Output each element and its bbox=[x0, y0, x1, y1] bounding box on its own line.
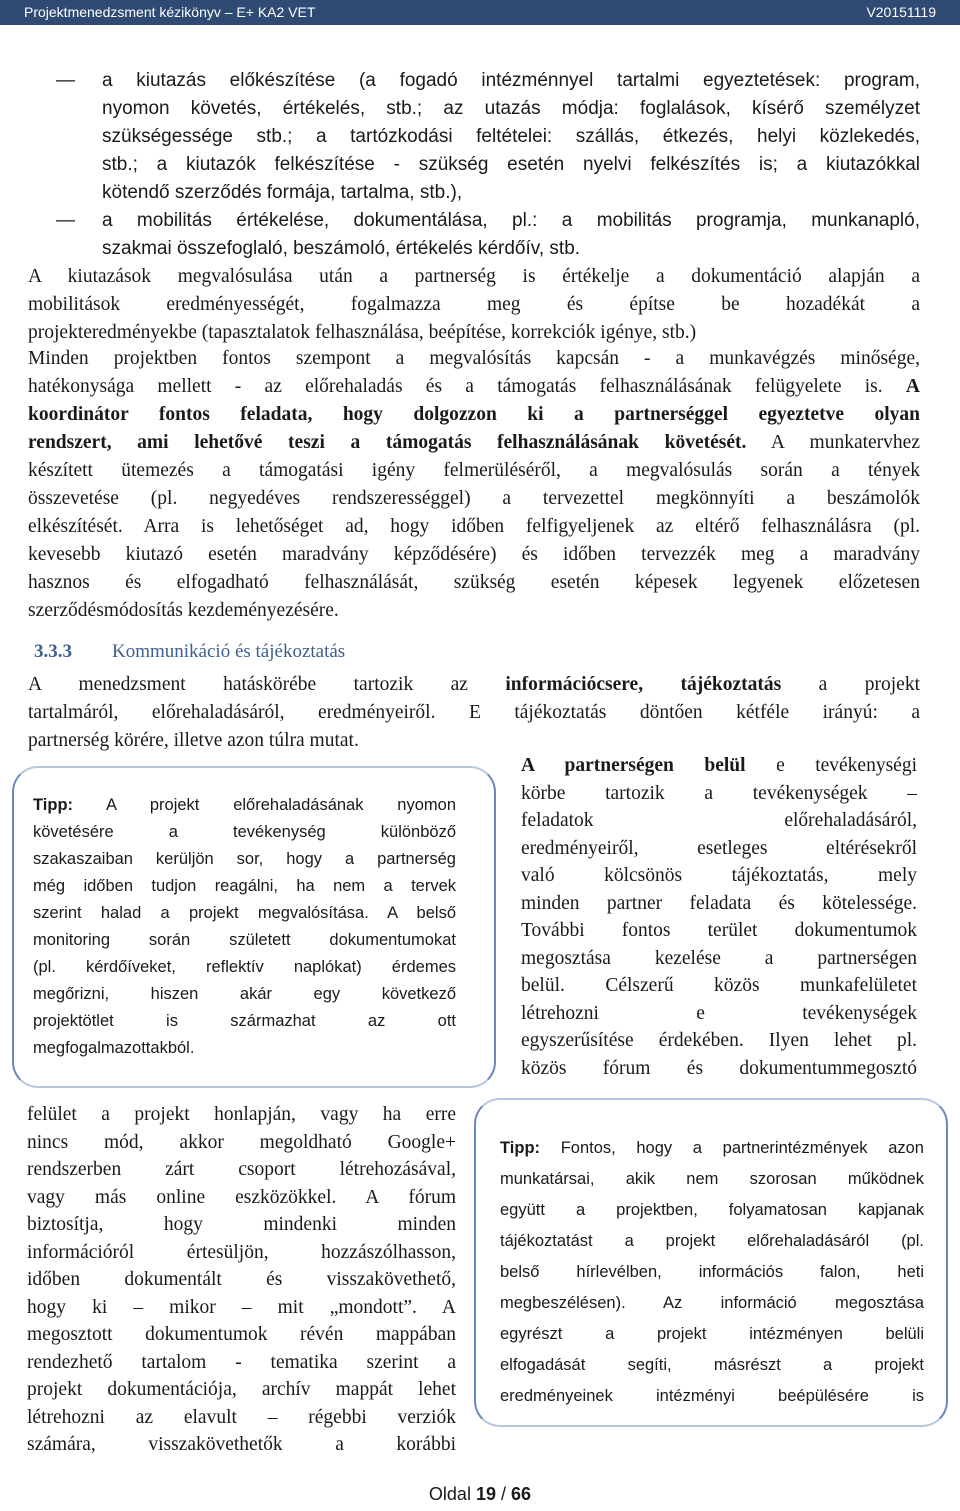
paragraph-monitoring bbox=[28, 345, 920, 625]
text-line: létrehozni az elavult – régebbi verziók bbox=[27, 1406, 456, 1428]
paragraph-evaluation bbox=[28, 263, 920, 347]
text-line: monitoring során született dokumentumokat bbox=[33, 931, 456, 949]
bold-text: rendszert, ami lehetővé teszi a támogatás felhasználásának követését. bbox=[28, 432, 747, 453]
text-line: a kiutazás előkészítése (a fogadó intézménnyel tartalmi egyeztetések: program, bbox=[102, 70, 920, 91]
text-line bbox=[521, 752, 917, 780]
text-line: felület a projekt honlapján, vagy ha erre bbox=[27, 1104, 456, 1125]
text-line: eredményeiről, esetleges eltérésekről bbox=[521, 837, 917, 859]
text-line: hasznos és elfogadható felhasználását, szükség esetén képesek legyenek előzetesen bbox=[28, 572, 920, 593]
text-span: A projekt előrehaladásának nyomon bbox=[105, 796, 456, 814]
text-line: feladatok előrehaladásáról, bbox=[521, 810, 917, 831]
paragraph-partnership bbox=[521, 752, 917, 1082]
text-span: hatékonysága mellett - az előrehaladás és a támogatás felhasználásának felügyelete is. bbox=[28, 376, 883, 397]
section-heading bbox=[34, 641, 345, 663]
dash-bullet: — bbox=[56, 210, 75, 231]
text-line bbox=[28, 671, 920, 699]
paragraph-communication bbox=[28, 671, 920, 755]
bold-text: A partnerségen belül bbox=[521, 755, 746, 776]
text-line: (pl. kérdőíveket, reflektív naplókat) érdemes bbox=[33, 958, 456, 976]
text-line: szakmai összefoglaló, beszámoló, értékelés kérdőív, stb. bbox=[102, 238, 581, 259]
text-span: A menedzsment hatáskörébe tartozik az bbox=[28, 674, 468, 695]
section-number: 3.3.3 bbox=[34, 641, 72, 662]
text-line bbox=[33, 792, 456, 819]
text-line: összevetése (pl. negyedéves rendszerességgel) a tervezettel megkönnyíti a beszámolók bbox=[28, 488, 920, 509]
text-line: megosztása kezelése a partnerségen bbox=[521, 947, 917, 969]
text-line: elfogadását segíti, másrészt a projekt bbox=[500, 1356, 924, 1374]
page-footer bbox=[0, 1484, 960, 1505]
bold-text: koordinátor fontos feladata, hogy dolgozzon ki a partnerséggel egyeztetve olyan bbox=[28, 404, 920, 425]
header-version: V20151119 bbox=[866, 4, 936, 20]
text-line: projekt dokumentációja, archív mappát lehet bbox=[27, 1379, 456, 1400]
text-line: nyomon követés, értékelés, stb.; az utazás módja: foglalások, kísérő személyzet bbox=[102, 98, 920, 119]
tip-box-monitoring bbox=[33, 792, 456, 1062]
text-line bbox=[500, 1133, 924, 1164]
text-line: közös fórum és dokumentummegosztó bbox=[521, 1057, 917, 1079]
text-line: vagy más online eszközökkel. A fórum bbox=[27, 1186, 456, 1208]
list-item bbox=[56, 207, 920, 263]
section-title: Kommunikáció és tájékoztatás bbox=[112, 641, 346, 662]
text-line bbox=[28, 401, 920, 429]
tip-label: Tipp: bbox=[500, 1139, 541, 1157]
text-line: kevesebb kiutazó esetén maradvány képződésére) és időben tervezzék meg a maradvány bbox=[28, 544, 920, 565]
text-line: még időben tudjon reagálni, ha nem a tervek bbox=[33, 877, 456, 895]
text-line: megosztott dokumentumok révén mappában bbox=[27, 1324, 456, 1345]
text-line: munkatársai, akik nem szorosan működnek bbox=[500, 1170, 924, 1188]
text-line: tartalmáról, előrehaladásáról, eredményeiről. E tájékoztatás döntően kétféle irányú: a bbox=[28, 702, 920, 723]
text-line: egyszerűsítése érdekében. Ilyen lehet pl. bbox=[521, 1030, 917, 1051]
text-line: követésére a tevékenység különböző bbox=[33, 823, 456, 841]
text-line bbox=[28, 373, 920, 401]
bold-text: A bbox=[905, 376, 920, 397]
page-total: 66 bbox=[511, 1484, 532, 1504]
page-label: Oldal bbox=[428, 1484, 471, 1504]
text-span: e tevékenységi bbox=[776, 755, 917, 776]
text-line: való kölcsönös tájékoztatás, mely bbox=[521, 865, 917, 886]
text-line: rendszerben zárt csoport létrehozásával, bbox=[27, 1159, 456, 1180]
text-line: megfogalmazottakból. bbox=[33, 1039, 195, 1057]
page-number: 19 bbox=[475, 1484, 496, 1504]
text-line: szakaszaiban kerüljön sor, hogy a partnerség bbox=[33, 850, 456, 868]
text-span: A munkatervhez bbox=[770, 432, 920, 453]
text-line: információról értesüljön, hozzászólhasson, bbox=[27, 1241, 456, 1263]
dash-bullet: — bbox=[56, 70, 75, 91]
text-line: együtt a projektben, folyamatosan kapjanak bbox=[500, 1201, 924, 1219]
text-line: stb.; a kiutazók felkészítése - szükség esetén nyelvi felkészítés is; a kiutazókkal bbox=[102, 154, 920, 175]
text-line: mobilitások eredményességét, fogalmazza meg és építse be hozadékát a bbox=[28, 294, 920, 315]
text-line: eredményeinek intézményi beépülésére is bbox=[500, 1387, 924, 1405]
text-line: belül. Célszerű közös munkafelületet bbox=[521, 975, 917, 996]
bold-text: információcsere, tájékoztatás bbox=[505, 674, 782, 695]
text-line: létrehozni e tevékenységek bbox=[521, 1002, 917, 1024]
paragraph-forum bbox=[27, 1101, 456, 1459]
tip-label: Tipp: bbox=[33, 796, 74, 814]
text-line: szerződésmódosítás kezdeményezésére. bbox=[28, 600, 339, 621]
text-line: megőrizni, hiszen akár egy következő bbox=[33, 985, 456, 1003]
text-line: biztosítja, hogy mindenki minden bbox=[27, 1214, 456, 1235]
text-span: a projekt bbox=[818, 674, 920, 695]
text-line: kötendő szerződés formája, tartalma, stb.), bbox=[102, 182, 463, 203]
text-line: időben dokumentált és visszakövethető, bbox=[27, 1269, 456, 1290]
page-separator: / bbox=[501, 1484, 507, 1504]
text-line: Minden projektben fontos szempont a megvalósítás kapcsán - a munkavégzés minősége, bbox=[28, 348, 920, 369]
text-line: rendezhető tartalom - tematika szerint a bbox=[27, 1351, 456, 1373]
text-line bbox=[28, 429, 920, 457]
text-line: nincs mód, akkor megoldható Google+ bbox=[27, 1131, 456, 1153]
text-span: Fontos, hogy a partnerintézmények azon bbox=[560, 1139, 924, 1157]
text-line: minden partner feladata és kötelessége. bbox=[521, 892, 917, 914]
text-line: a mobilitás értékelése, dokumentálása, pl.: a mobilitás programja, munkanapló, bbox=[102, 210, 920, 231]
text-line: projektötlet is származhat az ott bbox=[33, 1012, 456, 1030]
bullet-list bbox=[56, 67, 920, 263]
text-line: belső hírlevélben, információs falon, heti bbox=[500, 1263, 924, 1281]
text-line: szerint halad a projekt megvalósítása. A belső bbox=[33, 904, 456, 922]
text-line: megbeszélésen). Az információ megosztása bbox=[500, 1294, 924, 1312]
text-line: elkészítését. Arra is lehetőséget ad, hogy időben felfigyeljenek az eltérő felhasználásra (pl. bbox=[28, 516, 920, 537]
text-line: egyrészt a projekt intézményen belüli bbox=[500, 1325, 924, 1343]
text-line: készített ütemezés a támogatási igény felmerüléséről, a megvalósulás során a tények bbox=[28, 460, 920, 481]
text-line: projekteredményekbe (tapasztalatok felhasználása, beépítése, korrekciók igénye, stb.) bbox=[28, 322, 697, 343]
text-line: körbe tartozik a tevékenységek – bbox=[521, 782, 917, 804]
text-line: számára, visszakövethetők a korábbi bbox=[27, 1434, 456, 1455]
page-header bbox=[0, 0, 960, 25]
tip-box-internal-info bbox=[500, 1133, 924, 1412]
header-title: Projektmenedzsment kézikönyv – E+ KA2 VET bbox=[24, 4, 316, 20]
text-line: szükségessége stb.; a tartózkodási feltételei: szállás, étkezés, helyi közlekedés, bbox=[102, 126, 920, 147]
text-line: partnerség körére, illetve azon túlra mutat. bbox=[28, 730, 359, 751]
text-line: A kiutazások megvalósulása után a partnerség is értékelje a dokumentáció alapján a bbox=[28, 266, 920, 287]
text-line: További fontos terület dokumentumok bbox=[521, 920, 917, 941]
text-line: tájékoztatást a projekt előrehaladásáról (pl. bbox=[500, 1232, 924, 1250]
list-item bbox=[56, 67, 920, 207]
text-line: hogy ki – mikor – mit „mondott”. A bbox=[27, 1296, 456, 1318]
